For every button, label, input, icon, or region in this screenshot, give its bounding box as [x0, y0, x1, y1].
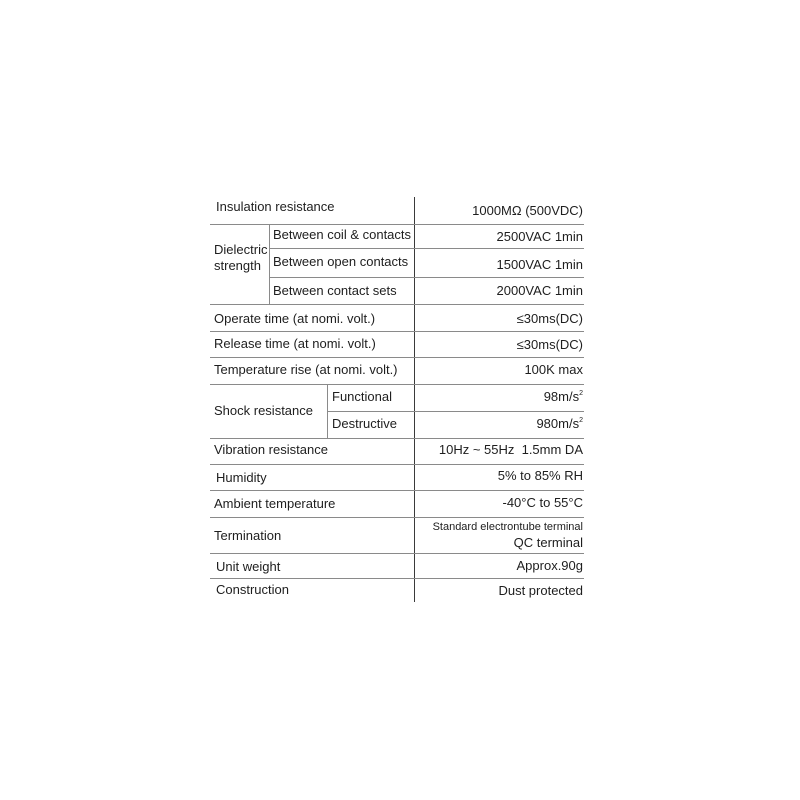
termination-value-line2: QC terminal — [513, 535, 583, 550]
shock-row-value-text: 980m/s — [536, 416, 580, 431]
dielectric-row-value: 2500VAC 1min — [496, 229, 583, 244]
row-divider — [210, 517, 584, 518]
vibration-resistance-label: Vibration resistance — [214, 442, 328, 457]
construction-label: Construction — [216, 582, 289, 597]
unit-weight-label: Unit weight — [216, 559, 281, 574]
row-divider — [210, 578, 584, 579]
release-time-value: ≤30ms(DC) — [516, 337, 583, 352]
dielectric-row-value: 1500VAC 1min — [496, 257, 583, 272]
ambient-temperature-label: Ambient temperature — [214, 496, 336, 511]
dielectric-row-label: Between coil & contacts — [273, 227, 412, 242]
temperature-rise-value: 100K max — [524, 362, 583, 377]
dielectric-group-divider — [269, 224, 270, 304]
column-divider — [414, 197, 415, 602]
row-divider — [210, 464, 584, 465]
dielectric-strength-label-line2: strength — [214, 258, 261, 273]
row-divider — [269, 277, 584, 278]
row-divider — [210, 331, 584, 332]
row-divider — [210, 490, 584, 491]
vibration-resistance-value: 10Hz ~ 55Hz 1.5mm DA — [438, 442, 583, 457]
shock-row-value — [536, 416, 583, 432]
insulation-resistance-value: 1000MΩ (500VDC) — [472, 203, 583, 218]
dielectric-strength-label-line1: Dielectric — [214, 242, 268, 257]
dielectric-row-label: Between open contacts — [273, 254, 409, 269]
unit-weight-value: Approx.90g — [516, 558, 583, 573]
row-divider — [210, 224, 584, 225]
termination-value-line1: Standard electrontube terminal — [432, 521, 583, 533]
row-divider — [327, 411, 584, 412]
row-divider — [210, 357, 584, 358]
humidity-label: Humidity — [216, 470, 267, 485]
row-divider — [269, 248, 584, 249]
humidity-value: 5% to 85% RH — [497, 468, 583, 483]
shock-row-value-text: 98m/s — [543, 389, 580, 404]
shock-row-label: Destructive — [332, 416, 398, 431]
row-divider — [210, 304, 584, 305]
insulation-resistance-label: Insulation resistance — [216, 199, 335, 214]
row-divider — [210, 438, 584, 439]
release-time-label: Release time (at nomi. volt.) — [214, 336, 376, 351]
row-divider — [210, 553, 584, 554]
superscript: 2 — [579, 417, 583, 424]
dielectric-row-label: Between contact sets — [273, 283, 397, 298]
shock-row-label: Functional — [332, 389, 392, 404]
row-divider — [210, 384, 584, 385]
shock-row-value — [544, 389, 583, 405]
shock-resistance-label: Shock resistance — [214, 403, 313, 418]
construction-value: Dust protected — [498, 583, 583, 598]
termination-label: Termination — [214, 528, 282, 543]
ambient-temperature-value: -40°C to 55°C — [502, 495, 583, 510]
superscript: 2 — [579, 390, 583, 397]
dielectric-row-value: 2000VAC 1min — [496, 283, 583, 298]
operate-time-label: Operate time (at nomi. volt.) — [214, 311, 376, 326]
operate-time-value: ≤30ms(DC) — [516, 311, 583, 326]
temperature-rise-label: Temperature rise (at nomi. volt.) — [214, 362, 398, 377]
